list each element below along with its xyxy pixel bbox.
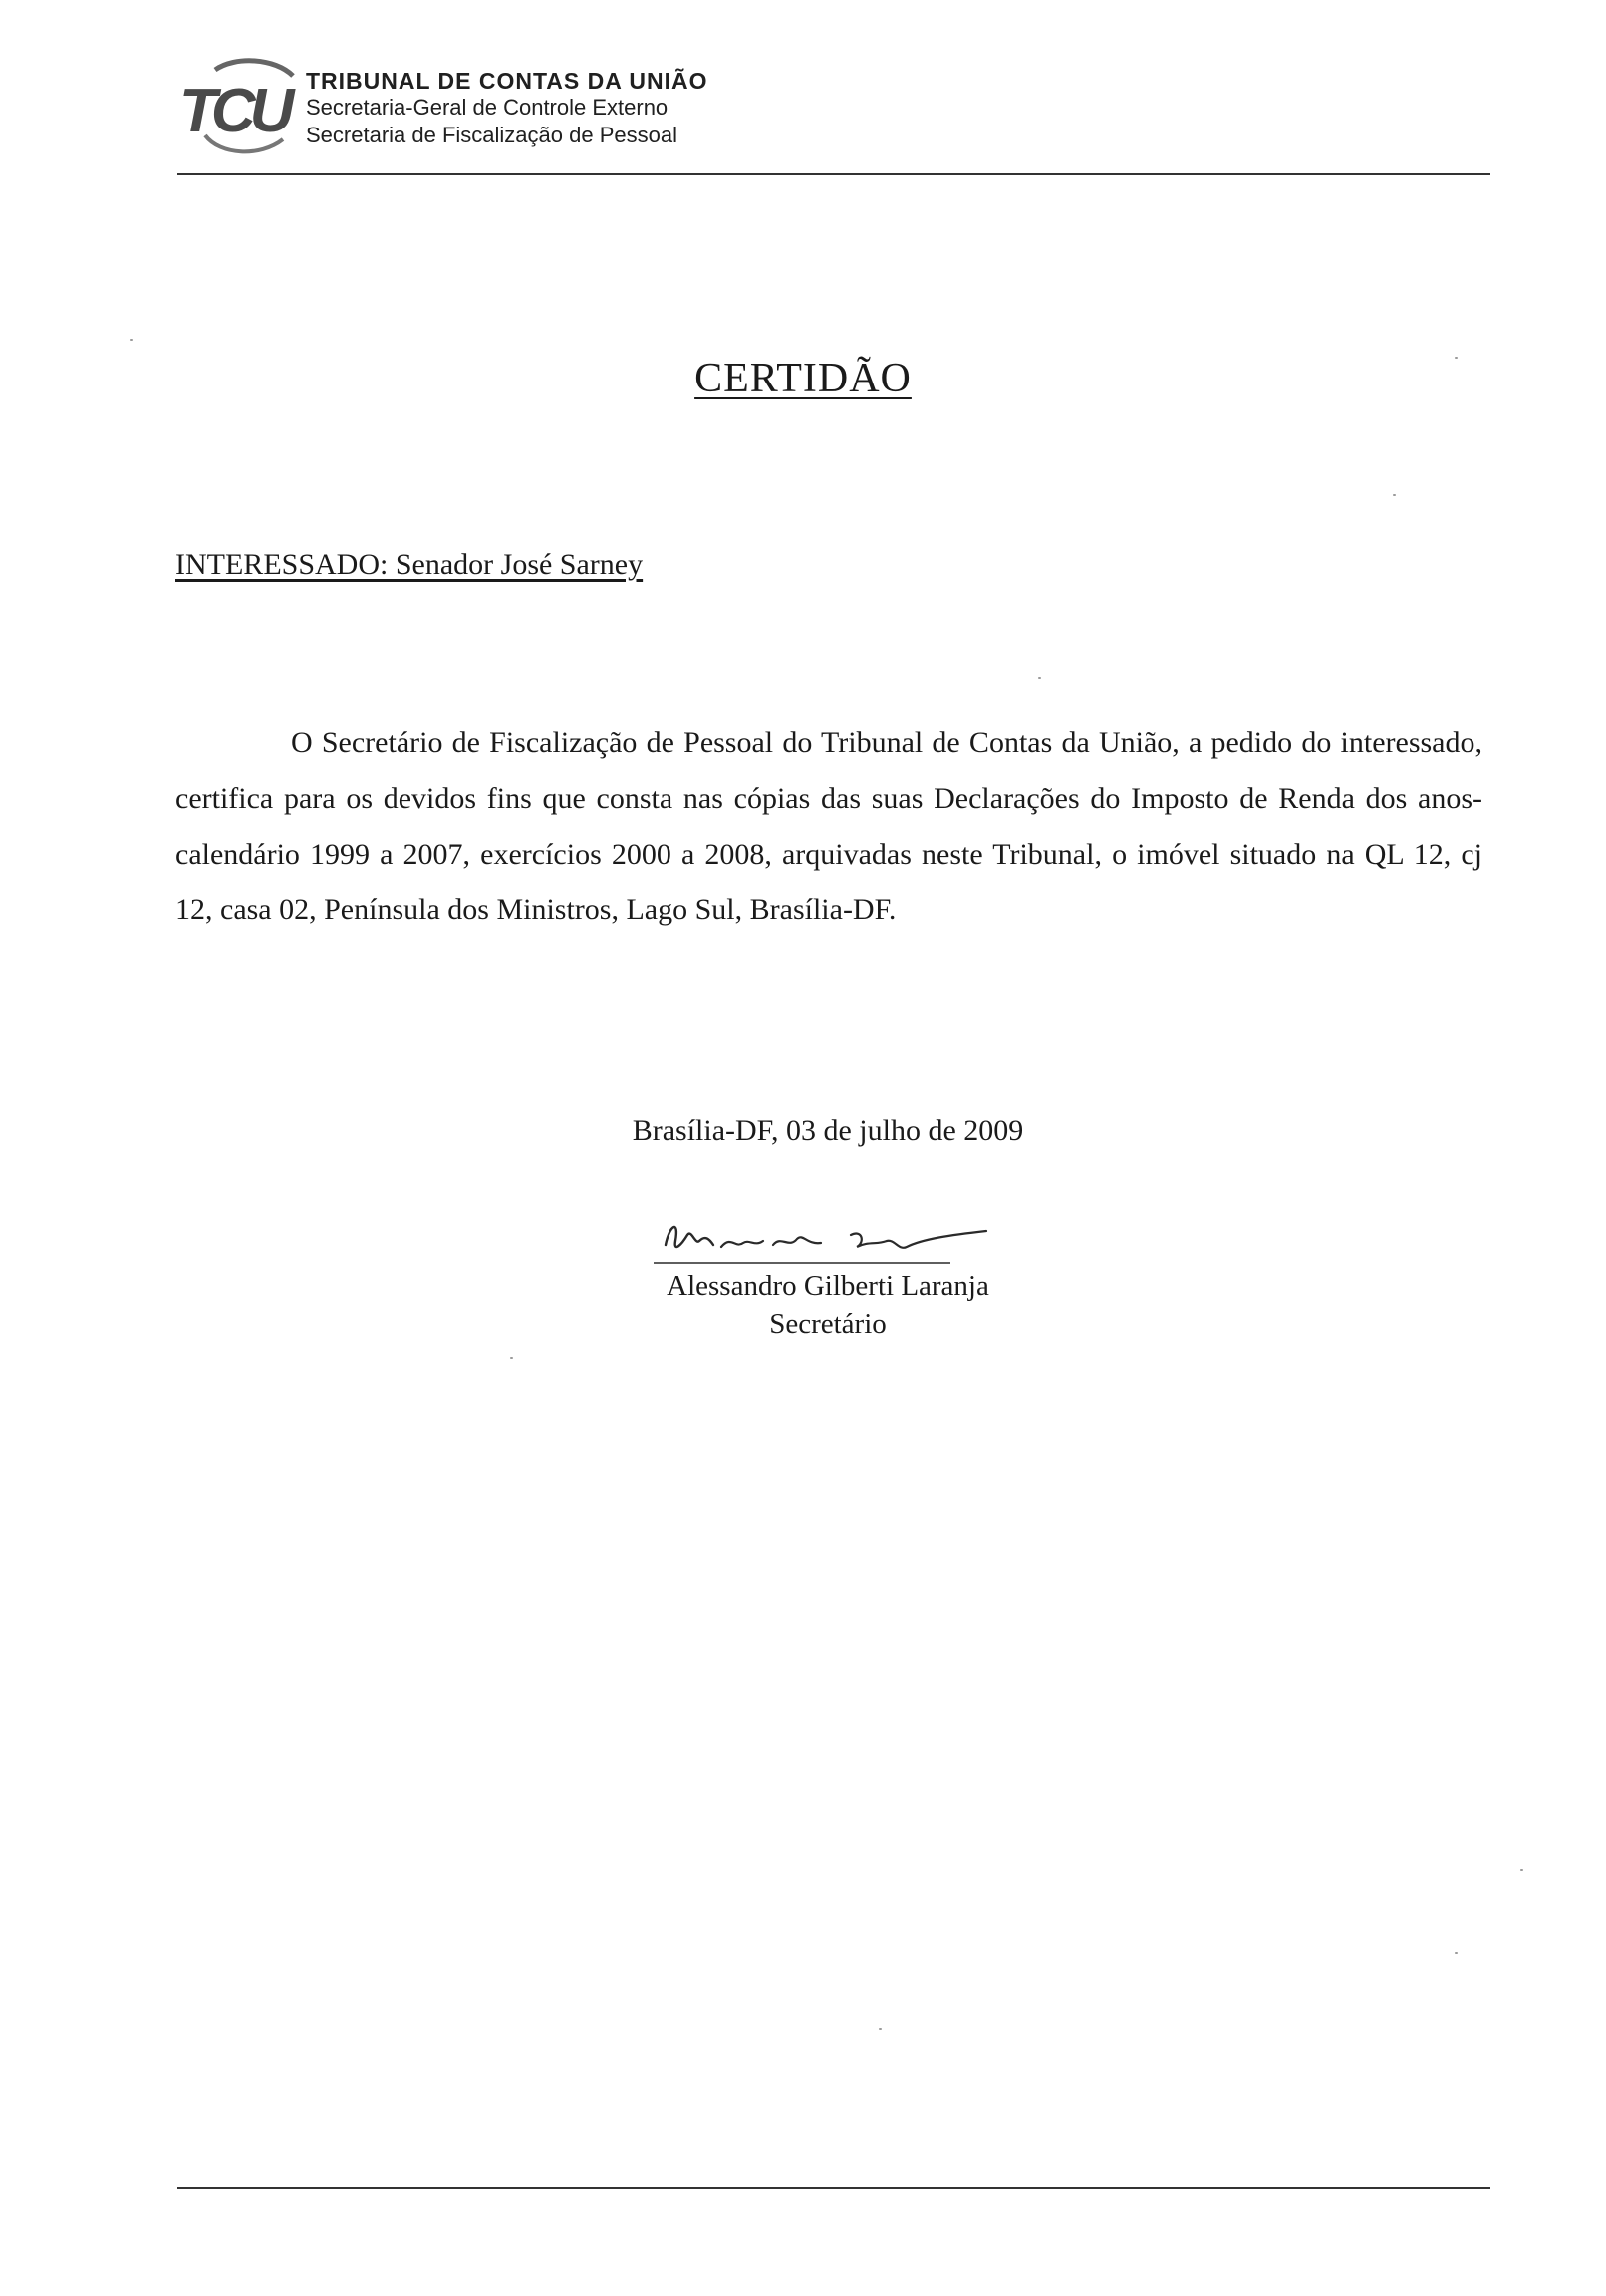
- org-subtitle-1: Secretaria-Geral de Controle Externo: [306, 95, 669, 120]
- interested-party: INTERESSADO: Senador José Sarney: [175, 548, 644, 581]
- scan-speck: [879, 2028, 882, 2030]
- signatory-role: Secretário: [769, 1308, 887, 1340]
- scan-speck: [1520, 1869, 1523, 1871]
- scan-speck: [1455, 1952, 1458, 1954]
- letterhead-text: [306, 68, 708, 149]
- letterhead: [175, 58, 1490, 167]
- org-name: TRIBUNAL DE CONTAS DA UNIÃO: [306, 68, 708, 94]
- signatory-block: [0, 1267, 1606, 1343]
- certificate-body: O Secretário de Fiscalização de Pessoal do Tribunal de Contas da União, a pedido do interessado, certifica para os devidos fins que consta nas cópias das suas Declarações do Imposto de Renda dos anos-calendário 1999 a 2007, exercícios 2000 a 2008, arquivadas neste Tribunal, o imóvel situado na QL 12, cj 12, casa 02, Península dos Ministros, Lago Sul, Brasília-DF.: [175, 726, 1482, 926]
- header-divider: [177, 173, 1490, 175]
- scan-speck: [1393, 494, 1396, 496]
- org-subtitle-2: Secretaria de Fiscalização de Pessoal: [306, 123, 677, 147]
- scan-speck: [130, 339, 133, 341]
- footer-divider: [177, 2187, 1490, 2189]
- handwritten-signature: [652, 1205, 990, 1273]
- document-title: [0, 355, 1606, 402]
- place-date: Brasília-DF, 03 de julho de 2009: [632, 1114, 1024, 1147]
- document-title-text: CERTIDÃO: [694, 356, 912, 401]
- tcu-logo: [175, 58, 303, 157]
- logo-lettering: TCU: [179, 77, 289, 145]
- signatory-name: Alessandro Gilberti Laranja: [667, 1270, 989, 1302]
- scan-speck: [510, 1357, 513, 1359]
- scan-speck: [1038, 677, 1041, 679]
- scan-speck: [1455, 357, 1458, 359]
